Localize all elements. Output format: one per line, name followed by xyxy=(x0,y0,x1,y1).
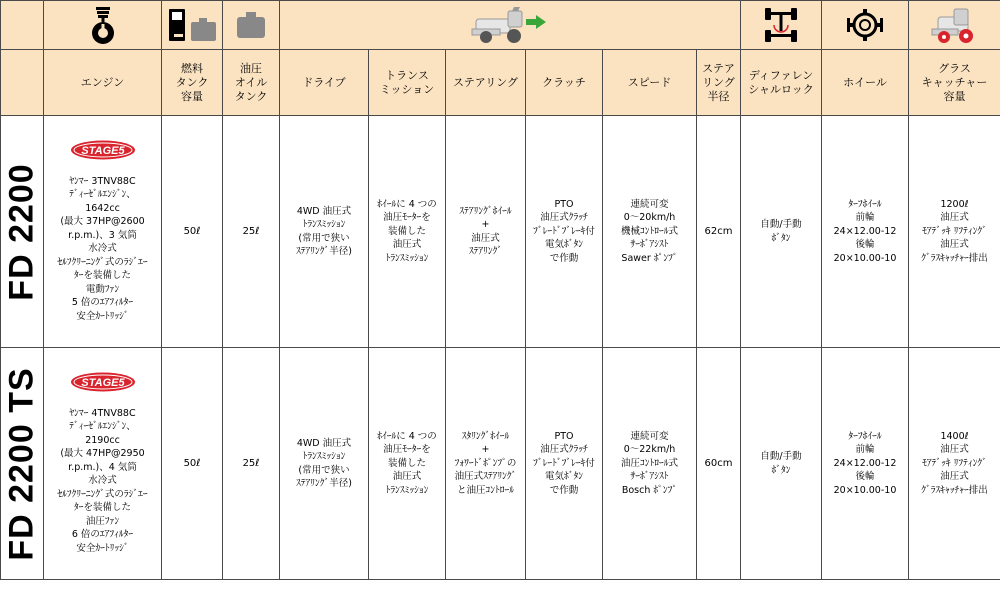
header-fuel xyxy=(162,50,223,116)
text-line: + xyxy=(481,219,490,230)
header-clutch xyxy=(526,50,603,116)
cell-value: 60cm xyxy=(704,457,733,469)
text-line: ドライブ xyxy=(302,75,346,89)
table-row xyxy=(1,116,1000,348)
text-line: 油圧式ｽﾃｱﾘﾝｸﾞ xyxy=(454,471,517,483)
cell-catcher xyxy=(909,116,1000,348)
text-line: リング xyxy=(702,75,735,89)
text-line: 前輪 xyxy=(855,444,875,456)
text-line: ステアリング xyxy=(452,75,519,89)
cell-speed xyxy=(603,348,697,580)
text-line: 安全ｶｰﾄﾘｯｼﾞ xyxy=(76,542,129,554)
cell-value: 62cm xyxy=(704,225,733,237)
text-line: PTO xyxy=(554,430,574,442)
text-line: 0～20km/h xyxy=(623,212,676,224)
text-line: 1200ℓ xyxy=(940,198,969,210)
text-line: 容量 xyxy=(181,89,203,103)
text-line: 20×10.00-10 xyxy=(833,252,897,264)
stage-badge-text: STAGE5 xyxy=(80,145,125,157)
text-line: 燃料 xyxy=(181,61,203,75)
text-line: 油圧ﾓｰﾀｰを xyxy=(383,444,431,456)
text-line: 2190cc xyxy=(85,434,120,446)
text-line: 油圧式 xyxy=(392,471,422,483)
text-line: ｽﾃｱﾘﾝｸﾞ半径) xyxy=(296,246,352,257)
text-line: ﾓｱﾃﾞｯｷ ﾘﾌﾃｨﾝｸﾞ xyxy=(922,225,987,237)
text-line: スピード xyxy=(627,75,672,89)
icon-cell-oil xyxy=(223,1,280,50)
icon-cell-fuel xyxy=(162,1,223,50)
text-line: (常用で狭い xyxy=(298,464,350,476)
text-line: ｻｰﾎﾞｱｼｽﾄ xyxy=(630,471,669,483)
text-line: 半径 xyxy=(707,89,730,103)
text-line: タンク xyxy=(175,75,209,89)
cell-value: 25ℓ xyxy=(242,225,260,237)
cell-clutch xyxy=(526,348,603,580)
text-line: ﾀｰを装備した xyxy=(73,270,131,281)
text-line: 油圧式ｸﾗｯﾁ xyxy=(540,444,588,456)
text-line: 24×12.00-12 xyxy=(833,457,897,469)
cell-radius xyxy=(697,348,741,580)
text-line: ﾄﾗﾝｽﾐｯｼｮﾝ xyxy=(385,252,429,264)
text-line: ｾﾙﾌｸﾘｰﾆﾝｸﾞ式のﾗｼﾞｴｰ xyxy=(57,488,148,500)
text-line: 油圧ｺﾝﾄﾛｰﾙ式 xyxy=(620,457,678,469)
text-line: エンジン xyxy=(80,75,125,89)
oil-tank-icon xyxy=(234,10,268,40)
text-line: 後輪 xyxy=(855,471,875,483)
model-cell xyxy=(1,116,44,348)
text-line: PTO xyxy=(554,198,574,210)
text-line: 油圧式ｸﾗｯﾁ xyxy=(540,212,588,224)
cell-steering xyxy=(446,116,526,348)
text-line: 連続可変 xyxy=(630,198,669,210)
text-line: Bosch ﾎﾟﾝﾌﾟ xyxy=(621,484,678,496)
cell-clutch xyxy=(526,116,603,348)
text-line: ホイール xyxy=(843,75,887,89)
text-line: 油圧式 xyxy=(471,232,500,244)
corner-cell xyxy=(1,50,44,116)
icon-cell-drive-group xyxy=(280,1,741,50)
text-line: キャッチャー xyxy=(921,75,988,89)
text-line: 4WD 油圧式 xyxy=(296,205,352,217)
text-line: 容量 xyxy=(943,89,966,103)
cell-fuel xyxy=(162,348,223,580)
text-line: ステア xyxy=(702,61,735,75)
text-line: 20×10.00-10 xyxy=(833,484,897,496)
text-line: 装備した xyxy=(387,457,426,469)
cell-diff-lock xyxy=(741,116,822,348)
text-line: 安全ｶｰﾄﾘｯｼﾞ xyxy=(76,310,129,322)
header-catcher xyxy=(909,50,1000,116)
cell-wheel xyxy=(822,116,909,348)
text-line: 後輪 xyxy=(855,239,875,251)
text-line: ﾔﾝﾏｰ 4TNV88C xyxy=(69,407,136,419)
text-line: r.p.m.)、4 気筒 xyxy=(68,461,137,473)
text-line: 自動/手動 xyxy=(760,451,802,462)
text-line: ｻｰﾎﾞｱｼｽﾄ xyxy=(630,239,669,251)
text-line: ﾄﾗﾝｽﾐｯｼｮﾝ xyxy=(385,484,429,496)
text-line: 水冷式 xyxy=(88,475,117,486)
header-transmission xyxy=(369,50,446,116)
cell-drive xyxy=(280,116,369,348)
text-line: ｾﾙﾌｸﾘｰﾆﾝｸﾞ式のﾗｼﾞｴｰ xyxy=(57,256,148,268)
text-line: で作動 xyxy=(549,252,579,264)
cell-catcher xyxy=(909,348,1000,580)
text-line: ｽﾀﾘﾝｸﾞﾎｲｰﾙ xyxy=(461,430,510,442)
icon-cell-wheel xyxy=(909,1,1000,50)
text-line: 油圧ﾓｰﾀｰを xyxy=(383,212,431,224)
engine-cell xyxy=(44,348,162,580)
text-line: ミッション xyxy=(379,82,435,96)
cell-transmission xyxy=(369,116,446,348)
text-line: 6 倍のｴｱﾌｨﾙﾀｰ xyxy=(71,529,134,540)
steering-axle-icon xyxy=(763,5,799,45)
text-line: Sawer ﾎﾟﾝﾌﾟ xyxy=(621,252,678,264)
stage-badge xyxy=(70,372,136,392)
text-line: クラッチ xyxy=(542,75,586,89)
text-line: 油圧式 xyxy=(940,471,969,483)
text-line: r.p.m.)、3 気筒 xyxy=(68,229,137,241)
drive-mower-icon xyxy=(470,5,550,45)
stage-badge xyxy=(70,140,136,160)
cell-steering xyxy=(446,348,526,580)
text-line: 水冷式 xyxy=(88,243,117,254)
text-line: ﾎﾞﾀﾝ xyxy=(771,232,791,244)
text-line: ｽﾃｱﾘﾝｸﾞﾎｲｰﾙ xyxy=(459,205,512,217)
text-line: グラス xyxy=(938,61,971,75)
header-steering xyxy=(446,50,526,116)
text-line: 4WD 油圧式 xyxy=(296,437,352,449)
engine-icon xyxy=(88,6,118,44)
mower-wheel-icon xyxy=(930,5,980,45)
text-line: ﾎﾞﾀﾝ xyxy=(771,464,791,476)
engine-cell xyxy=(44,116,162,348)
header-drive xyxy=(280,50,369,116)
text-line: ｽﾃｱﾘﾝｸﾞ xyxy=(468,246,503,257)
text-line: (常用で狭い xyxy=(298,232,350,244)
text-line: ﾎｲｰﾙに 4 つの xyxy=(377,198,437,210)
text-line: タンク xyxy=(234,89,268,103)
text-line: で作動 xyxy=(549,484,579,496)
text-line: ﾓｱﾃﾞｯｷ ﾘﾌﾃｨﾝｸﾞ xyxy=(922,457,987,469)
icon-cell-steering xyxy=(741,1,822,50)
text-line: 電動ﾌｧﾝ xyxy=(85,283,120,295)
header-speed xyxy=(603,50,697,116)
differential-lock-icon xyxy=(845,6,885,44)
text-line: (最大 47HP@2950 xyxy=(60,448,145,459)
text-line: ﾀｰを装備した xyxy=(73,502,131,513)
header-wheel xyxy=(822,50,909,116)
text-line: ｽﾃｱﾘﾝｸﾞ半径) xyxy=(296,478,352,489)
text-line: トランス xyxy=(385,68,429,82)
text-line: ﾌｫﾜｰﾄﾞﾎﾟﾝﾌﾟの xyxy=(454,457,517,469)
text-line: 0～22km/h xyxy=(623,444,676,456)
fuel-oil-tank-icon xyxy=(166,6,218,44)
text-line: 機械ｺﾝﾄﾛｰﾙ式 xyxy=(620,225,678,237)
text-line: ﾌﾞﾚｰﾄﾞﾌﾞﾚｰｷ付 xyxy=(533,457,595,469)
text-line: ｸﾞﾗｽｷｬｯﾁｬｰ排出 xyxy=(921,484,988,496)
text-line: 1642cc xyxy=(85,202,120,214)
model-cell xyxy=(1,348,44,580)
cell-wheel xyxy=(822,348,909,580)
text-line: 油圧式 xyxy=(940,239,969,251)
cell-value: 50ℓ xyxy=(183,225,201,237)
text-line: オイル xyxy=(234,75,268,89)
corner-cell xyxy=(1,1,44,50)
text-line: 油圧式 xyxy=(940,212,969,224)
text-line: ﾀｰﾌﾎｲｰﾙ xyxy=(848,430,882,442)
text-line: シャルロック xyxy=(748,82,814,96)
text-line: 電気ﾎﾞﾀﾝ xyxy=(544,239,583,251)
cell-fuel xyxy=(162,116,223,348)
cell-oil xyxy=(223,116,280,348)
text-line: 自動/手動 xyxy=(760,219,802,230)
text-line: ﾃﾞｨｰｾﾞﾙｴﾝｼﾞﾝ、 xyxy=(69,421,136,432)
cell-diff-lock xyxy=(741,348,822,580)
text-line: + xyxy=(481,444,490,456)
cell-drive xyxy=(280,348,369,580)
text-line: 前輪 xyxy=(855,212,875,224)
text-line: 5 倍のｴｱﾌｨﾙﾀｰ xyxy=(71,297,134,308)
cell-value: 50ℓ xyxy=(183,457,201,469)
model-name: FD 2200 xyxy=(2,162,41,301)
header-engine xyxy=(44,50,162,116)
text-line: 連続可変 xyxy=(630,430,669,442)
text-line: 油圧式 xyxy=(392,239,422,251)
header-oil xyxy=(223,50,280,116)
cell-oil xyxy=(223,348,280,580)
text-line: ディファレン xyxy=(748,68,814,82)
text-line: 1400ℓ xyxy=(940,430,969,442)
icon-cell-engine xyxy=(44,1,162,50)
text-line: 電気ﾎﾞﾀﾝ xyxy=(544,471,583,483)
cell-radius xyxy=(697,116,741,348)
stage-badge-text: STAGE5 xyxy=(80,377,125,389)
text-line: ﾌﾞﾚｰﾄﾞﾌﾞﾚｰｷ付 xyxy=(533,225,595,237)
text-line: ﾃﾞｨｰｾﾞﾙｴﾝｼﾞﾝ、 xyxy=(69,189,136,200)
text-line: ﾄﾗﾝｽﾐｯｼｮﾝ xyxy=(302,451,346,462)
text-line: ｸﾞﾗｽｷｬｯﾁｬｰ排出 xyxy=(921,252,988,264)
text-line: ﾀｰﾌﾎｲｰﾙ xyxy=(848,198,882,210)
model-name: FD 2200 TS xyxy=(2,366,41,561)
text-line: ﾎｲｰﾙに 4 つの xyxy=(377,430,437,442)
text-line: ﾔﾝﾏｰ 3TNV88C xyxy=(69,175,136,187)
text-line: ﾄﾗﾝｽﾐｯｼｮﾝ xyxy=(302,219,346,230)
text-line: 24×12.00-12 xyxy=(833,225,897,237)
cell-value: 25ℓ xyxy=(242,457,260,469)
icon-row xyxy=(1,1,1000,50)
text-line: と油圧ｺﾝﾄﾛｰﾙ xyxy=(456,484,514,496)
icon-cell-diff-lock xyxy=(822,1,909,50)
cell-transmission xyxy=(369,348,446,580)
table-row xyxy=(1,348,1000,580)
text-line: 油圧式 xyxy=(940,444,969,456)
text-line: 油圧ﾌｧﾝ xyxy=(85,515,120,527)
header-row xyxy=(1,50,1000,116)
text-line: 油圧 xyxy=(240,61,262,75)
header-radius xyxy=(697,50,741,116)
cell-speed xyxy=(603,116,697,348)
header-diff-lock xyxy=(741,50,822,116)
text-line: (最大 37HP@2600 xyxy=(60,216,145,227)
text-line: 装備した xyxy=(387,225,426,237)
